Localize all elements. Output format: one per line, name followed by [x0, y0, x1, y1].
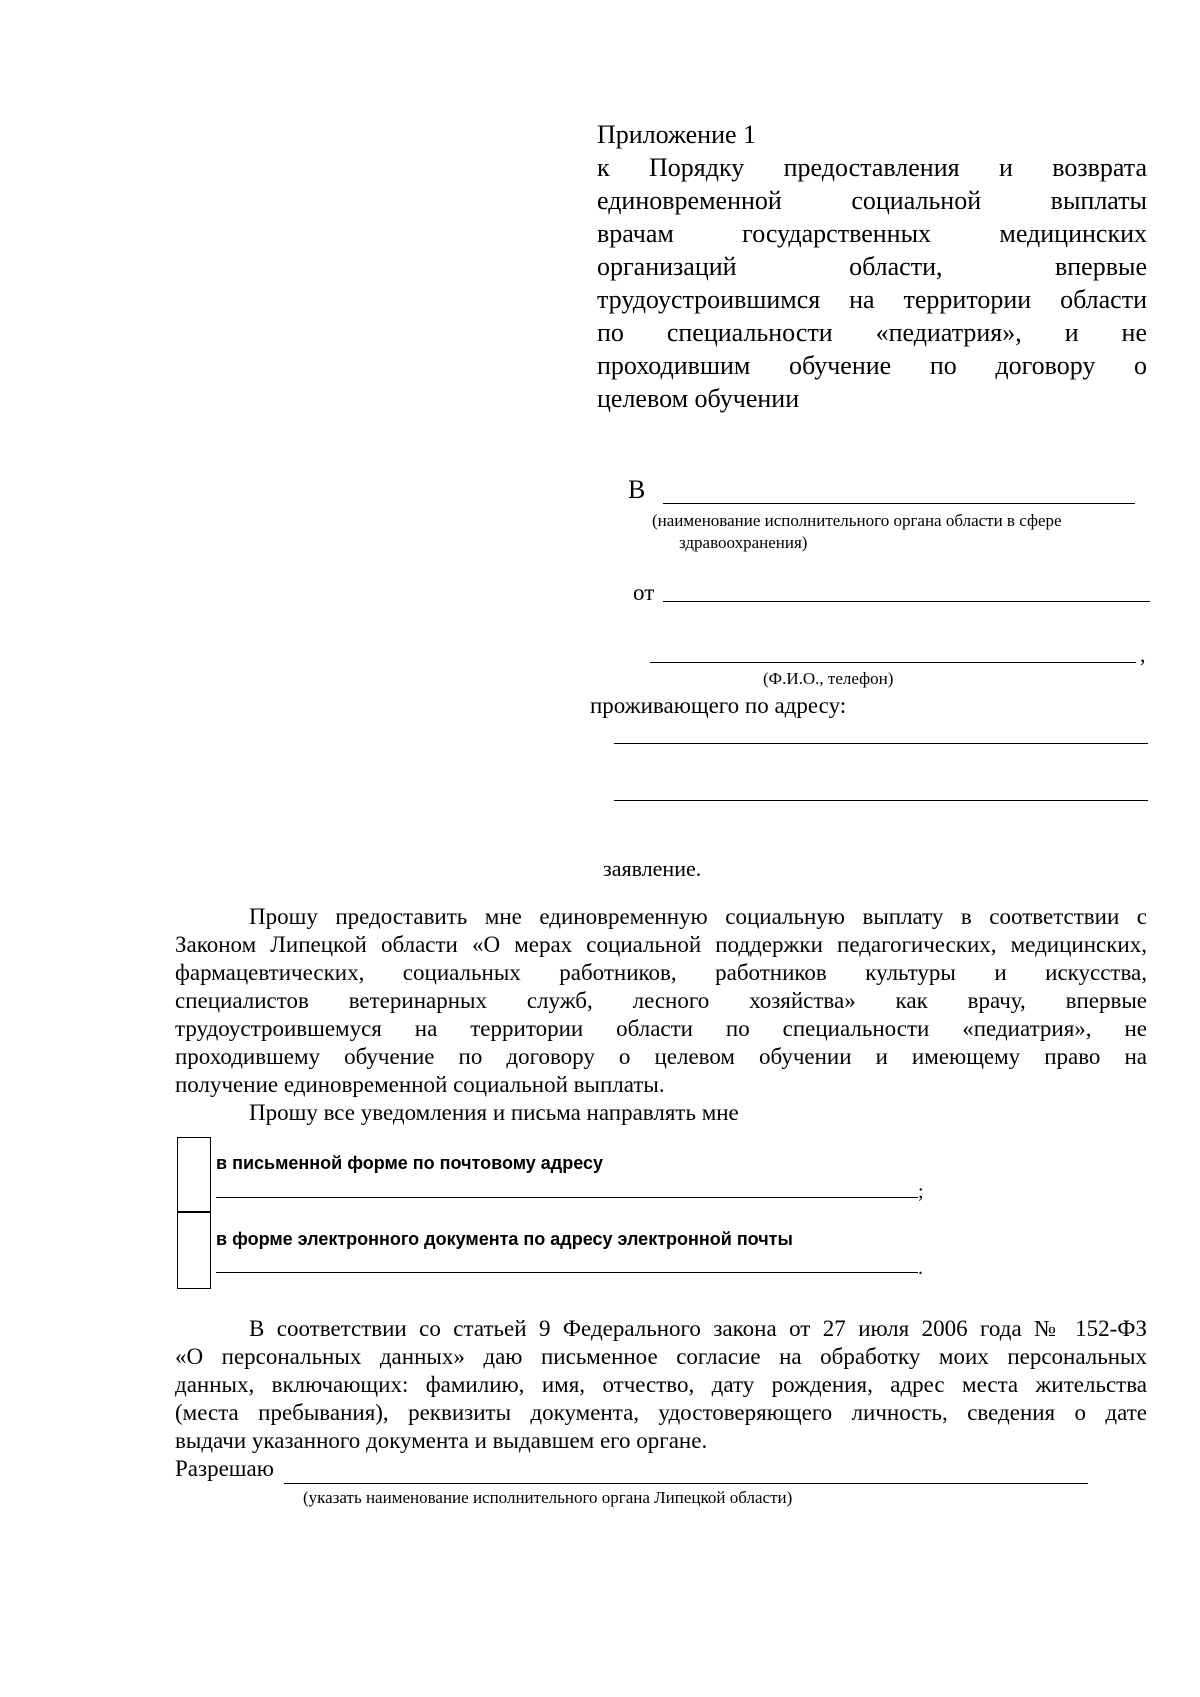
- consent-paragraph: [175, 1315, 1147, 1455]
- to-hint: (наименование исполнительного органа области в сфере: [652, 511, 1062, 530]
- postal-address-line[interactable]: [216, 1197, 918, 1198]
- to-label: В: [628, 475, 646, 504]
- paragraph-line: «О персональных данных» даю письменное согласие на обработку моих персональных: [175, 1344, 1147, 1369]
- paragraph-line: выдачи указанного документа и выдавшем его органе.: [175, 1428, 708, 1453]
- name-phone-hint: (Ф.И.О., телефон): [763, 669, 894, 688]
- from-field-line[interactable]: [663, 601, 1150, 602]
- permit-label: Разрешаю: [175, 1456, 274, 1481]
- email-address-line[interactable]: [216, 1272, 918, 1273]
- to-field-line[interactable]: [663, 503, 1135, 504]
- postal-option-label: в письменной форме по почтовому адресу: [216, 1153, 604, 1173]
- appendix-line: проходившим обучение по договору о: [597, 351, 1147, 380]
- to-hint-continued: здравоохранения): [679, 533, 808, 552]
- appendix-line: организаций области, впервые: [597, 252, 1147, 281]
- appendix-header: [597, 118, 1147, 415]
- notify-line: Прошу все уведомления и письма направлять мне: [249, 1100, 739, 1125]
- address-line-1[interactable]: [614, 743, 1148, 744]
- appendix-line: к Порядку предоставления и возврата: [597, 153, 1147, 182]
- from-label: от: [633, 580, 655, 605]
- appendix-line: трудоустроившимся на территории области: [597, 285, 1147, 314]
- name-phone-field-line[interactable]: [650, 662, 1136, 663]
- permit-hint: (указать наименование исполнительного органа Липецкой области): [303, 1488, 793, 1507]
- request-paragraph: [175, 903, 1147, 1127]
- statement-heading: заявление.: [603, 856, 702, 881]
- postal-checkbox[interactable]: [177, 1137, 211, 1212]
- email-option-label: в форме электронного документа по адресу электронной почты: [216, 1229, 793, 1249]
- paragraph-line: В соответствии со статьей 9 Федерального закона от 27 июля 2006 года № 152-ФЗ: [249, 1316, 1147, 1341]
- paragraph-line: Законом Липецкой области «О мерах социальной поддержки педагогических, медицинских,: [175, 932, 1147, 957]
- postal-line-end: ;: [918, 1181, 924, 1203]
- address-line-2[interactable]: [614, 800, 1148, 801]
- paragraph-line: проходившему обучение по договору о целевом обучении и имеющему право на: [175, 1044, 1147, 1069]
- paragraph-line: данных, включающих: фамилию, имя, отчество, дату рождения, адрес места жительства: [175, 1372, 1147, 1397]
- email-checkbox[interactable]: [177, 1212, 211, 1289]
- paragraph-line: получение единовременной социальной выплаты.: [175, 1072, 665, 1097]
- appendix-line: целевом обучении: [597, 384, 800, 413]
- appendix-line: единовременной социальной выплаты: [597, 186, 1147, 215]
- paragraph-line: трудоустроившемуся на территории области по специальности «педиатрия», не: [175, 1016, 1147, 1041]
- name-phone-comma: ,: [1140, 642, 1146, 667]
- appendix-title: Приложение 1: [597, 120, 757, 149]
- appendix-line: по специальности «педиатрия», и не: [597, 318, 1147, 347]
- residing-label: проживающего по адресу:: [590, 693, 847, 718]
- paragraph-line: Прошу предоставить мне единовременную социальную выплату в соответствии с: [249, 904, 1147, 929]
- paragraph-line: фармацевтических, социальных работников, работников культуры и искусства,: [175, 960, 1147, 985]
- paragraph-line: специалистов ветеринарных служб, лесного хозяйства» как врачу, впервые: [175, 988, 1147, 1013]
- appendix-line: врачам государственных медицинских: [597, 219, 1147, 248]
- permit-field-line[interactable]: [284, 1483, 1088, 1484]
- paragraph-line: (места пребывания), реквизиты документа, удостоверяющего личность, сведения о дате: [175, 1400, 1147, 1425]
- email-line-end: .: [918, 1257, 923, 1279]
